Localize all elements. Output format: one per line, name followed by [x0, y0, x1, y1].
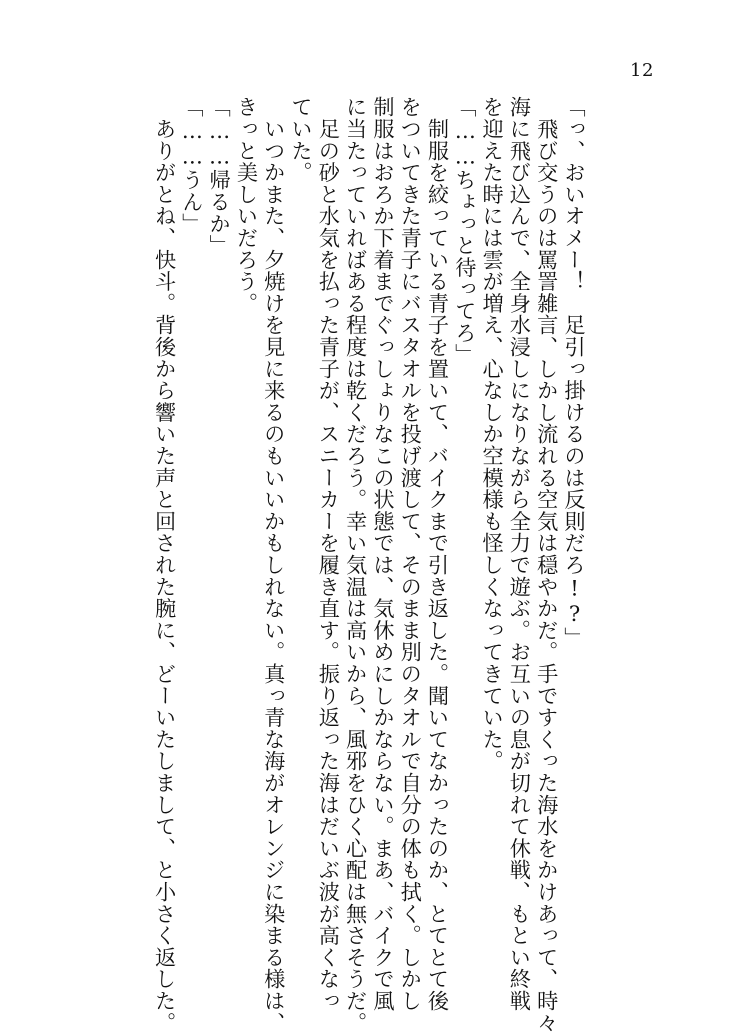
text-line: に当たっていればある程度は乾くだろう。幸い気温は高いから、風邪をひく心配は無さそうだ。 — [343, 96, 369, 1033]
text-line: 「……帰るか」 — [207, 96, 233, 257]
text-line: 海に飛び込んで、全身水浸しになりながら全力で遊ぶ。お互いの息が切れて休戦、もとい終戦 — [507, 96, 533, 1012]
text-line: 「……ちょっと待ってろ」 — [452, 96, 478, 366]
page-number: 12 — [630, 60, 654, 81]
text-line: 足の砂と水気を払った青子が、スニーカーを履き直す。振り返った海はだいぶ波が高くなっ — [316, 96, 342, 1012]
text-line: いつかまた、夕焼けを見に来るのもいいかもしれない。真っ青な海がオレンジに染まる様は、 — [261, 96, 287, 1033]
text-line: 制服を絞っている青子を置いて、バイクまで引き返した。聞いてなかったのか、とてとて後 — [425, 96, 451, 1012]
text-line: 「……うん」 — [179, 96, 205, 235]
text-line: 飛び交うのは罵詈雑言、しかし流れる空気は穏やかだ。手ですくった海水をかけあって、時々 — [534, 96, 560, 1033]
text-line: ありがとね、快斗。背後から響いた声と回された腕に、どーいたしまして、と小さく返した。 — [152, 96, 178, 1033]
vertical-text-body — [152, 96, 588, 1033]
text-line: をついてきた青子にバスタオルを投げ渡して、そのまま別のタオルで自分の体も拭く。しかし — [398, 96, 424, 1012]
text-line: 制服はおろか下着までぐっしょりなこの状態では、気休めにしかならない。まあ、バイクで風 — [370, 96, 396, 1012]
text-line: ていた。 — [289, 96, 315, 184]
text-line: を迎えた時には雲が増え、心なしか空模様も怪しくなってきていた。 — [480, 96, 506, 772]
text-line: 「っ、おいオメー！ 足引っ掛けるのは反則だろ!?」 — [562, 96, 587, 649]
text-line: きっと美しいだろう。 — [234, 96, 260, 314]
